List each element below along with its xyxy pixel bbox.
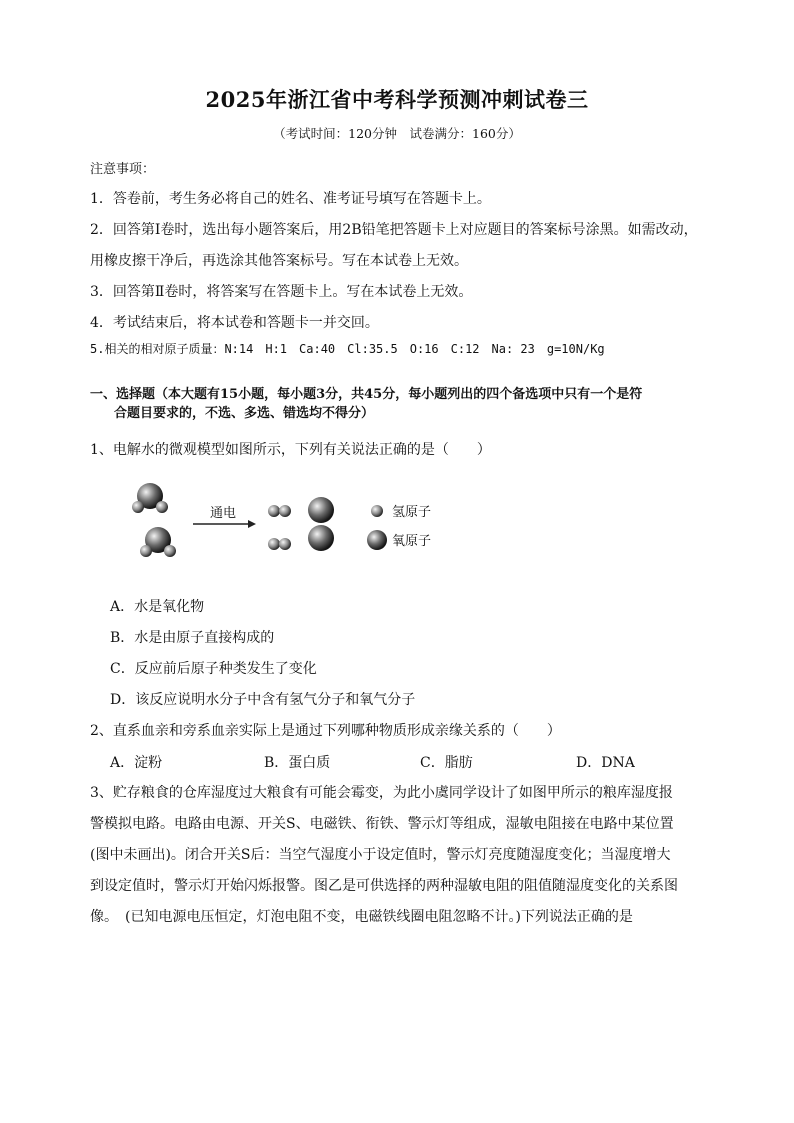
oxygen-atom-legend-icon [367, 530, 387, 550]
legend-oxygen-label: 氧原子 [392, 534, 432, 549]
question-1-option: C．反应前后原子种类发生了变化 [110, 661, 317, 677]
note-item: 3．回答第Ⅱ卷时，将答案写在答题卡上。写在本试卷上无效。 [90, 284, 473, 300]
water-molecule [140, 527, 176, 557]
question-2-option: C．脂肪 [420, 755, 473, 771]
question-3-text: (图中未画出)。闭合开关S后：当空气湿度小于设定值时，警示灯亮度随湿度变化；当湿度增大 [90, 847, 671, 863]
section-heading-line2: 合题目要求的，不选、多选、错选均不得分） [114, 406, 375, 421]
note-item: 4．考试结束后，将本试卷和答题卡一并交回。 [90, 315, 379, 331]
notes-heading: 注意事项： [90, 162, 156, 177]
question-1-option: A．水是氧化物 [110, 599, 205, 615]
question-1-option: B．水是由原子直接构成的 [110, 630, 275, 646]
exam-title: 2025年浙江省中考科学预测冲刺试卷三 [205, 87, 589, 112]
atomic-masses: 5.相关的相对原子质量：N:14 H:1 Ca:40 Cl:35.5 O:16 C:12 Na: 23 g=10N/Kg [90, 342, 605, 356]
question-2-stem: 2、直系血亲和旁系血亲实际上是通过下列哪种物质形成亲缘关系的（ ） [90, 723, 561, 739]
question-3-text: 像。 (已知电源电压恒定，灯泡电阻不变，电磁铁线圈电阻忽略不计。)下列说法正确的是 [90, 909, 633, 925]
question-2-option: A．淀粉 [110, 755, 163, 771]
question-1-stem: 1、电解水的微观模型如图所示，下列有关说法正确的是（ ） [90, 442, 491, 458]
oxygen-molecule [308, 497, 334, 551]
hydrogen-atom-legend-icon [371, 505, 383, 517]
question-2-option: B．蛋白质 [264, 755, 331, 771]
question-3-text: 3、贮存粮食的仓库湿度过大粮食有可能会霉变，为此小虞同学设计了如图甲所示的粮库湿度报 [90, 785, 673, 801]
question-3-text: 到设定值时，警示灯开始闪烁报警。图乙是可供选择的两种湿敏电阻的阻值随湿度变化的关系图 [90, 878, 678, 894]
question-1-option: D．该反应说明水分子中含有氢气分子和氧气分子 [110, 692, 416, 708]
question-3-text: 警模拟电路。电路由电源、开关S、电磁铁、衔铁、警示灯等组成，湿敏电阻接在电路中某位置 [90, 816, 674, 832]
section-heading [90, 385, 720, 423]
electrolysis-diagram [128, 480, 458, 570]
reaction-arrow [193, 520, 256, 528]
hydrogen-molecule [268, 538, 291, 550]
arrow-label: 通电 [209, 506, 237, 521]
exam-subtitle: （考试时间：120分钟 试卷满分：160分） [273, 126, 521, 141]
water-molecule [132, 483, 168, 513]
hydrogen-molecule [268, 505, 291, 517]
question-2-option: D．DNA [576, 755, 635, 771]
note-item: 用橡皮擦干净后，再选涂其他答案标号。写在本试卷上无效。 [90, 253, 468, 269]
section-heading-line1: 一、选择题（本大题有15小题，每小题3分，共45分，每小题列出的四个备选项中只有一个是符 [90, 387, 643, 402]
note-item: 1．答卷前，考生务必将自己的姓名、准考证号填写在答题卡上。 [90, 191, 491, 207]
legend-hydrogen-label: 氢原子 [392, 505, 432, 520]
note-item: 2．回答第Ⅰ卷时，选出每小题答案后，用2B铅笔把答题卡上对应题目的答案标号涂黑。如需改动， [90, 222, 698, 238]
